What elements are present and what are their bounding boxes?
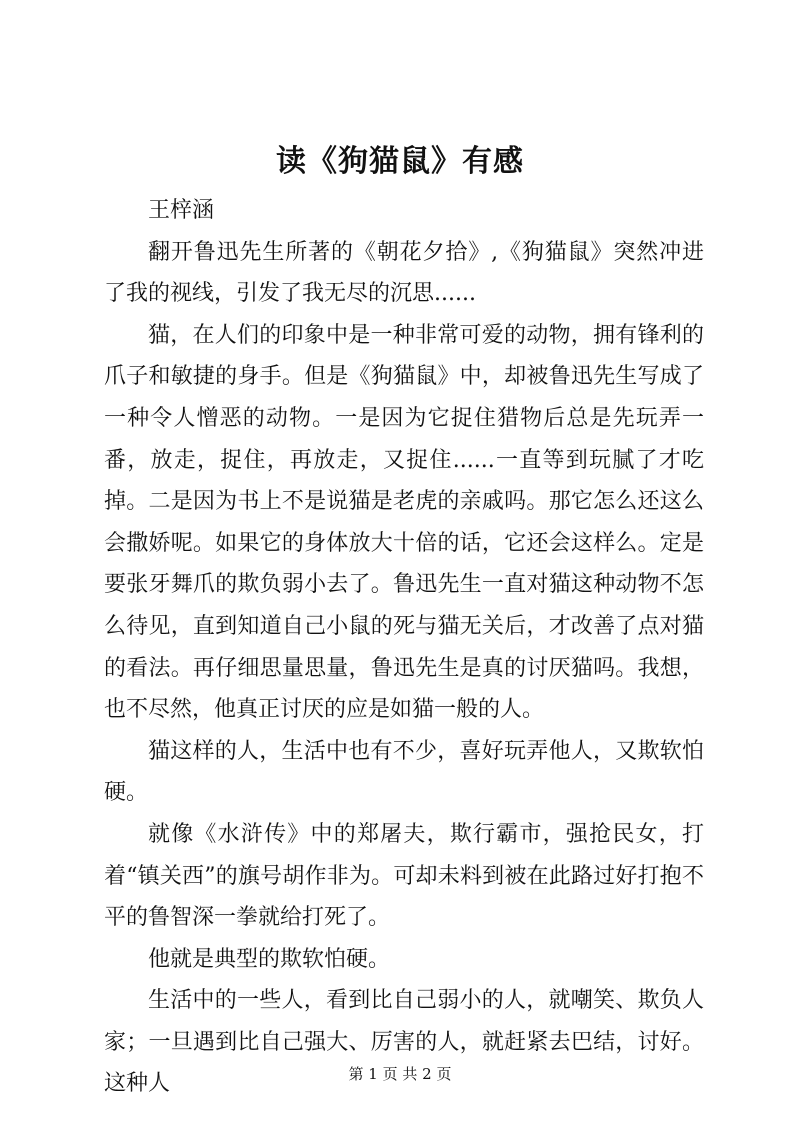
paragraph: 就像《水浒传》中的郑屠夫，欺行霸市，强抢民女，打着“镇关西”的旗号胡作非为。可却未料到被在此路过好打抱不平的鲁智深一拳就给打死了。 <box>104 821 704 931</box>
paragraph: 他就是典型的欺软怕硬。 <box>148 946 391 972</box>
paragraph: 翻开鲁迅先生所著的《朝花夕拾》,《狗猫鼠》突然冲进了我的视线，引发了我无尽的沉思...... <box>104 239 704 307</box>
paragraph: 猫这样的人，生活中也有不少，喜好玩弄他人，又欺软怕硬。 <box>104 738 704 806</box>
author-line: 王梓涵 <box>148 198 215 223</box>
page-footer: 第 1 页 共 2 页 <box>348 1065 452 1083</box>
paragraph: 猫，在人们的印象中是一种非常可爱的动物，拥有锋利的爪子和敏捷的身手。但是《狗猫鼠》中，却被鲁迅先生写成了一种令人憎恶的动物。一是因为它捉住猎物后总是先玩弄一番，放走，捉住，再放走，又捉住......一直等到玩腻了才吃掉。二是因为书上不是说猫是老虎的亲戚吗。那它怎么还这么会撒娇呢。如果它的身体放大十倍的话，它还会这样么。定是要张牙舞爪的欺负弱小去了。鲁迅先生一直对猫这种动物不怎么待见，直到知道自己小鼠的死与猫无关后，才改善了点对猫的看法。再仔细思量思量，鲁迅先生是真的讨厌猫吗。我想，也不尽然，他真正讨厌的应是如猫一般的人。 <box>104 322 704 723</box>
document-body <box>104 190 704 1105</box>
paragraph: 生活中的一些人，看到比自己弱小的人，就嘲笑、欺负人家；一旦遇到比自己强大、厉害的人，就赶紧去巴结，讨好。这种人 <box>104 988 704 1097</box>
document-title: 读《狗猫鼠》有感 <box>276 144 524 179</box>
